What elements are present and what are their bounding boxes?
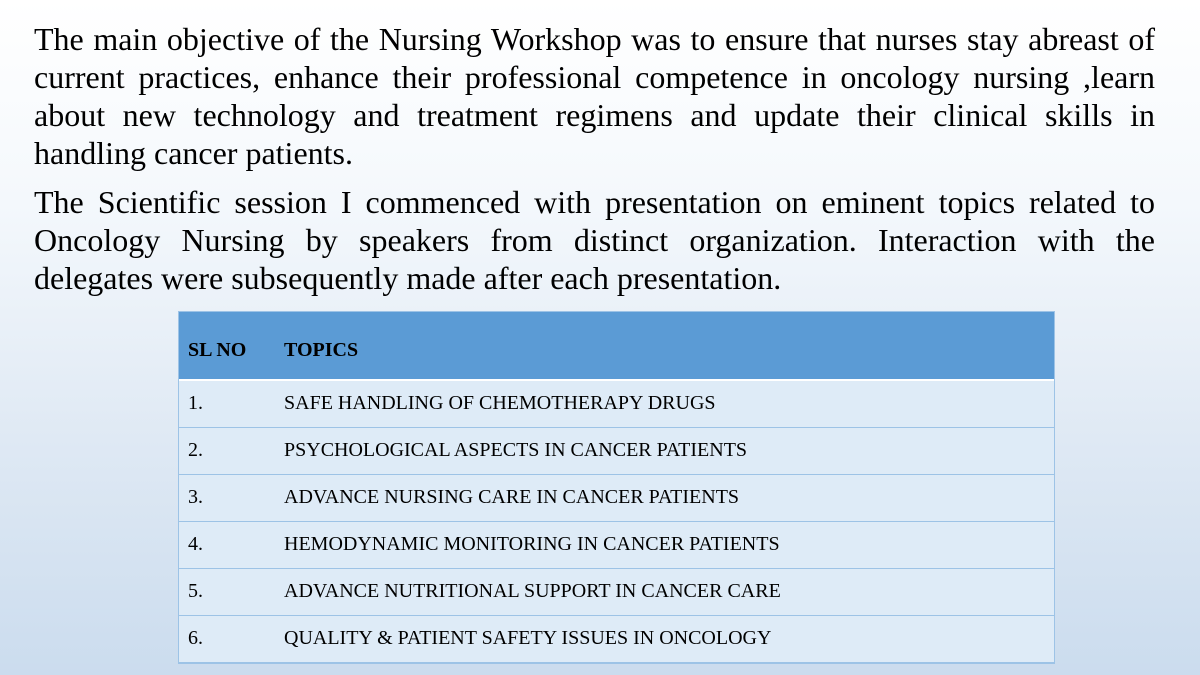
session-paragraph: The Scientific session I commenced with presentation on eminent topics related to Oncology Nursing by speakers from distinct organization. Interaction with the delegates were subsequently made after each presentation. xyxy=(34,184,1155,296)
table-row xyxy=(178,615,1055,662)
table-row xyxy=(178,380,1055,427)
row-topic: SAFE HANDLING OF CHEMOTHERAPY DRUGS xyxy=(284,380,1055,427)
table-row xyxy=(178,474,1055,521)
table-row xyxy=(178,427,1055,474)
row-topic: PSYCHOLOGICAL ASPECTS IN CANCER PATIENTS xyxy=(284,427,1055,474)
topics-table xyxy=(178,311,1055,663)
table-header-row xyxy=(178,311,1055,380)
table-row xyxy=(178,568,1055,615)
row-sl-no: 6. xyxy=(178,615,284,662)
header-topics: TOPICS xyxy=(284,311,1055,380)
row-sl-no: 4. xyxy=(178,521,284,568)
row-topic: ADVANCE NUTRITIONAL SUPPORT IN CANCER CARE xyxy=(284,568,1055,615)
row-topic: ADVANCE NURSING CARE IN CANCER PATIENTS xyxy=(284,474,1055,521)
header-sl-no: SL NO xyxy=(178,311,284,380)
objective-paragraph: The main objective of the Nursing Workshop was to ensure that nurses stay abreast of current practices, enhance their professional competence in oncology nursing ,learn about new technology and treatment regimens and update their clinical skills in handling cancer patients. xyxy=(34,21,1155,171)
row-topic: QUALITY & PATIENT SAFETY ISSUES IN ONCOLOGY xyxy=(284,615,1055,662)
row-sl-no: 2. xyxy=(178,427,284,474)
slide-body-text xyxy=(34,20,1155,297)
table-row xyxy=(178,521,1055,568)
row-sl-no: 1. xyxy=(178,380,284,427)
row-sl-no: 3. xyxy=(178,474,284,521)
row-sl-no: 5. xyxy=(178,568,284,615)
row-topic: HEMODYNAMIC MONITORING IN CANCER PATIENTS xyxy=(284,521,1055,568)
